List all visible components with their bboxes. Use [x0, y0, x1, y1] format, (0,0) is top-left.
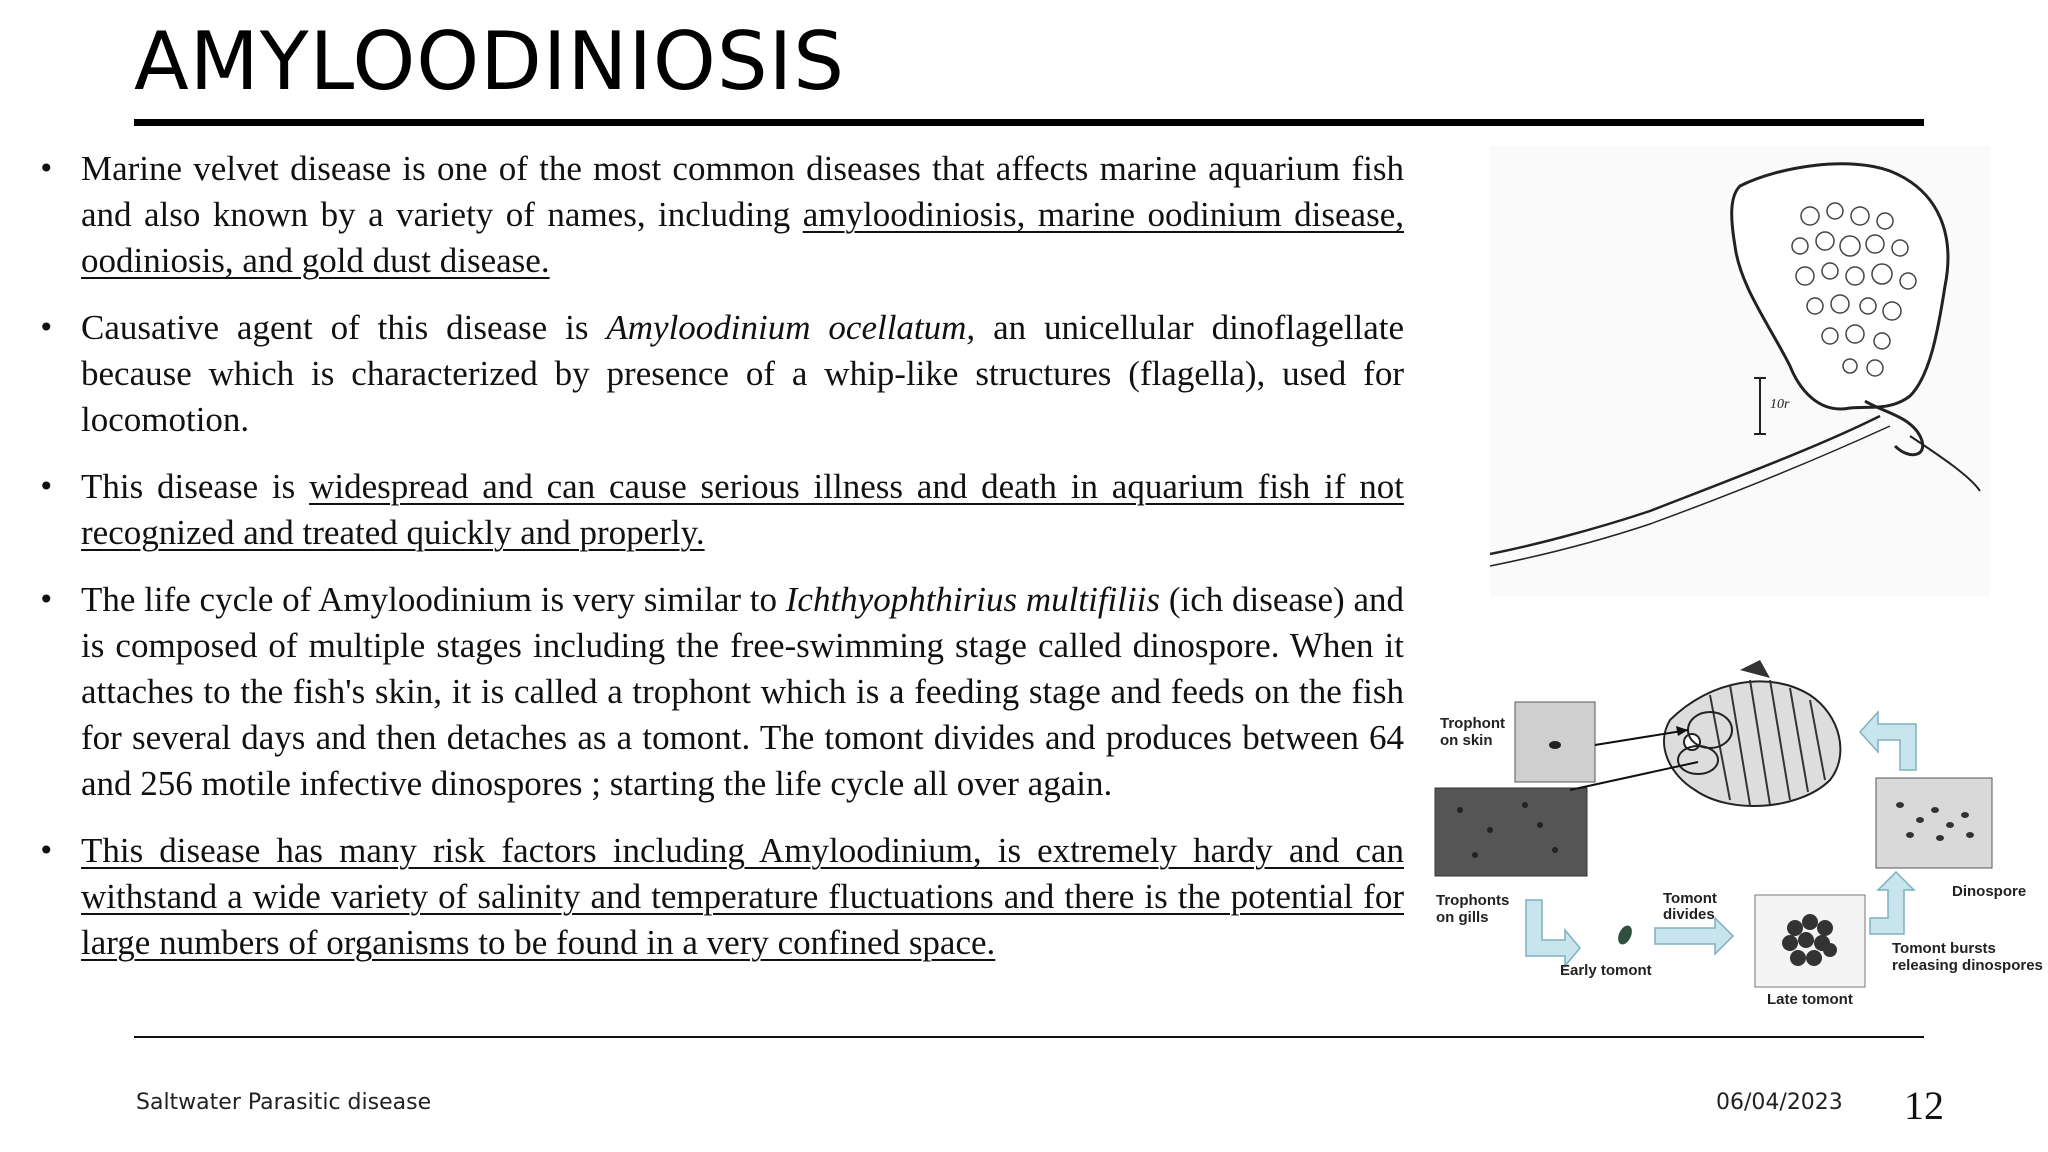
- bullet-text: Amyloodinium ocellatum,: [606, 308, 976, 347]
- scale-label: 10r: [1770, 397, 1790, 412]
- bullet-dot: •: [38, 834, 55, 867]
- bullet-dot: •: [38, 470, 55, 503]
- bullet-text: Marine velvet disease is one of the most common diseases that affects marine aquarium fish and also known by a variety of names, including: [81, 149, 1404, 234]
- dinoflagellate-illustration: [1490, 146, 1990, 596]
- bullet-item: [38, 577, 1404, 807]
- early-tomont-label: Early tomont: [1560, 962, 1652, 979]
- trophonts-gills-label-2: on gills: [1436, 909, 1489, 926]
- bullet-text: widespread and can cause serious illness and death in aquarium fish if not recognized and treated quickly and properly.: [81, 467, 1405, 552]
- late-tomont-label: Late tomont: [1767, 991, 1853, 1008]
- life-cycle-diagram: [1430, 660, 2048, 1020]
- trophont-skin-label-2: on skin: [1440, 732, 1493, 749]
- footer-text: Saltwater Parasitic disease: [136, 1090, 432, 1115]
- bullet-item: [38, 305, 1404, 443]
- bullet-text: amyloodiniosis, marine oodinium disease, oodiniosis, and gold dust disease.: [81, 195, 1404, 280]
- bullet-text: Causative agent of this disease is: [81, 308, 607, 347]
- bullet-list: [38, 146, 1404, 987]
- bullet-text: (ich disease) and is composed of multiple stages including the free-swimming stage called dinospore. When it attaches to the fish's skin, it is called a trophont which is a feeding stage and feeds on the fish for several days and then detaches as a tomont. The tomont divides and produces between 64 and 256 motile infective dinospores ; starting the life cycle all over again.: [81, 580, 1404, 803]
- page-number: 12: [1904, 1083, 1944, 1128]
- tomont-divides-label-1: Tomont: [1663, 890, 1717, 907]
- footer-divider: [134, 1036, 1924, 1038]
- tomont-divides-label-2: divides: [1663, 906, 1715, 923]
- bullet-dot: •: [38, 311, 55, 344]
- bullet-dot: •: [38, 583, 55, 616]
- bullet-item: [38, 464, 1404, 556]
- bullet-item: [38, 146, 1404, 284]
- bullet-text: This disease has many risk factors including Amyloodinium, is extremely hardy and can withstand a wide variety of salinity and temperature fluctuations and there is the potential for large numbers of organisms to be found in a very confined space.: [81, 831, 1404, 962]
- tomont-bursts-label-1: Tomont bursts: [1892, 940, 1996, 957]
- trophonts-gills-label-1: Trophonts: [1436, 892, 1510, 909]
- footer-date: 06/04/2023: [1716, 1090, 1843, 1115]
- bullet-text: Ichthyophthirius multifiliis: [785, 580, 1161, 619]
- slide-title: AMYLOODINIOSIS: [134, 15, 846, 108]
- trophont-skin-label-1: Trophont: [1440, 715, 1505, 732]
- bullet-dot: •: [38, 152, 55, 185]
- title-underline: [134, 119, 1924, 126]
- dinospore-label: Dinospore: [1952, 883, 2027, 900]
- tomont-bursts-label-2: releasing dinospores: [1892, 957, 2043, 974]
- bullet-item: [38, 828, 1404, 966]
- bullet-text: an unicellular dinoflagellate because which is characterized by presence of a whip-like structures (flagella), used for locomotion.: [81, 308, 1405, 439]
- bullet-text: The life cycle of Amyloodinium is very similar to: [81, 580, 786, 619]
- bullet-text: This disease is: [81, 467, 310, 506]
